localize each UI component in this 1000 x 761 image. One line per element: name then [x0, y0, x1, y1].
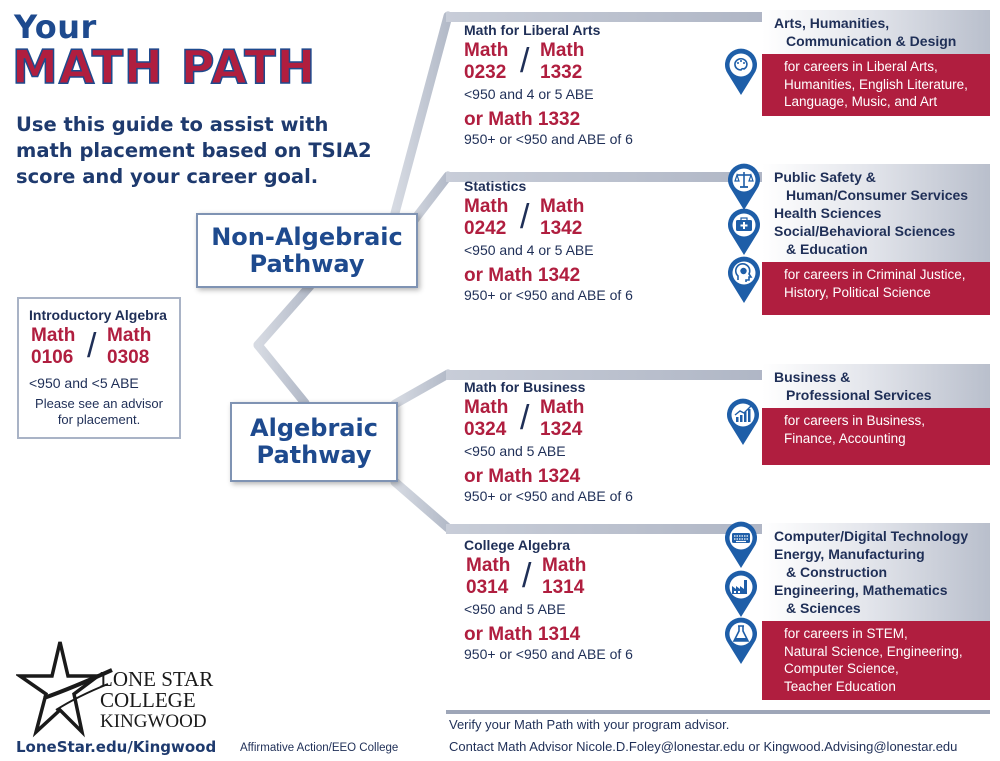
advisor-note: Please see an advisor for placement.	[35, 396, 163, 427]
career-clusters	[762, 164, 990, 262]
eeo-statement: Affirmative Action/EEO College	[240, 742, 399, 754]
course-label: Math	[542, 555, 587, 576]
course-number: 0308	[107, 347, 150, 368]
course-title: Math for Liberal Arts	[464, 22, 601, 38]
medical-kit-icon	[727, 208, 761, 256]
website-link[interactable]: LoneStar.edu/Kingwood	[16, 738, 217, 756]
slash-divider: /	[522, 557, 532, 595]
career-panel-business	[762, 364, 990, 465]
career-line: Teacher Education	[784, 678, 896, 694]
career-line: for careers in STEM,	[784, 626, 908, 641]
course-label: Math	[540, 397, 585, 418]
career-line: for careers in Liberal Arts,	[784, 59, 938, 74]
intro-text: Use this guide to assist with math placement based on TSIA2 score and your career goal.	[16, 113, 372, 188]
career-panel-public-safety	[762, 164, 990, 315]
career-examples	[762, 621, 990, 700]
course-block-liberal-arts	[464, 22, 724, 148]
cluster-line: Communication & Design	[786, 33, 957, 49]
cluster-line: Human/Consumer Services	[786, 187, 969, 203]
course-pair	[464, 196, 724, 242]
alternate-course: or Math 1332	[464, 109, 581, 130]
slash-divider: /	[520, 399, 530, 437]
career-line: Humanities, English Literature,	[784, 76, 968, 92]
course-label: Math	[31, 325, 76, 346]
non-algebraic-pathway-box	[196, 213, 418, 288]
course-label: Math	[540, 196, 585, 217]
career-line: History, Political Science	[784, 284, 931, 300]
cluster-line: Energy, Manufacturing	[774, 546, 925, 562]
cluster-line: & Education	[786, 241, 868, 257]
career-clusters	[762, 364, 990, 408]
slash-divider: /	[520, 198, 530, 236]
alternate-course: or Math 1314	[464, 624, 581, 645]
course-pair	[464, 40, 724, 86]
career-examples	[762, 262, 990, 315]
logo-text: COLLEGE	[100, 688, 196, 712]
alternate-course: or Math 1324	[464, 466, 581, 487]
cluster-line: Health Sciences	[774, 205, 882, 221]
course-pair	[29, 325, 179, 371]
course-label: Math	[464, 397, 509, 418]
course-title: College Algebra	[464, 537, 571, 553]
placement-requirement: <950 and 4 or 5 ABE	[464, 86, 594, 102]
career-clusters	[762, 523, 990, 621]
cluster-line: Engineering, Mathematics	[774, 582, 948, 598]
placement-requirement: <950 and 4 or 5 ABE	[464, 242, 594, 258]
placement-requirement: 950+ or <950 and ABE of 6	[464, 646, 633, 662]
course-number: 1342	[540, 218, 583, 239]
pathway-label: Pathway	[249, 249, 365, 278]
course-number: 0314	[466, 577, 509, 598]
career-line: for careers in Business,	[784, 413, 926, 428]
placement-requirement: 950+ or <950 and ABE of 6	[464, 287, 633, 303]
cluster-line: Social/Behavioral Sciences	[774, 223, 956, 239]
course-number: 0106	[31, 347, 74, 368]
footer-divider	[446, 710, 990, 714]
logo-text: LONE STAR	[100, 667, 214, 691]
pathway-label: Algebraic	[250, 414, 378, 442]
career-line: Natural Science, Engineering,	[784, 643, 963, 659]
brain-head-icon	[727, 256, 761, 304]
pathway-label: Pathway	[256, 441, 372, 469]
growth-chart-icon	[726, 398, 760, 446]
career-line: Computer Science,	[784, 661, 899, 676]
placement-requirement: <950 and <5 ABE	[29, 375, 139, 391]
logo-text: KINGWOOD	[100, 711, 207, 732]
alternate-course: or Math 1342	[464, 265, 581, 286]
cluster-line: Computer/Digital Technology	[774, 528, 969, 544]
placement-requirement: <950 and 5 ABE	[464, 601, 566, 617]
verify-note: Verify your Math Path with your program advisor.	[449, 717, 730, 732]
career-examples	[762, 54, 990, 116]
cluster-line: Public Safety &	[774, 169, 876, 185]
cluster-line: & Construction	[786, 564, 888, 580]
lab-flask-icon	[724, 617, 758, 665]
course-label: Math	[540, 40, 585, 61]
career-examples	[762, 408, 990, 465]
course-title: Introductory Algebra	[29, 307, 167, 323]
factory-icon	[724, 570, 758, 618]
page-title: MATH PATH	[12, 40, 317, 94]
course-pair	[464, 397, 724, 443]
pathway-label: Non-Algebraic	[211, 222, 403, 251]
course-label: Math	[464, 40, 509, 61]
course-label: Math	[466, 555, 511, 576]
cluster-line: Business &	[774, 369, 851, 385]
course-number: 0232	[464, 62, 507, 83]
course-block-college-algebra	[464, 537, 724, 663]
course-label: Math	[464, 196, 509, 217]
course-label: Math	[107, 325, 152, 346]
course-pair	[464, 555, 724, 601]
career-line: for careers in Criminal Justice,	[784, 267, 966, 282]
career-panel-arts	[762, 10, 990, 116]
course-title: Statistics	[464, 178, 527, 194]
algebraic-pathway-box	[230, 402, 398, 482]
scales-of-justice-icon	[727, 163, 761, 211]
course-number: 1314	[542, 577, 585, 598]
course-number: 1332	[540, 62, 583, 83]
cluster-line: Arts, Humanities,	[774, 15, 890, 31]
course-number: 1324	[540, 419, 583, 440]
placement-requirement: 950+ or <950 and ABE of 6	[464, 488, 633, 504]
career-line: Finance, Accounting	[784, 430, 906, 446]
career-line: Language, Music, and Art	[784, 94, 938, 109]
course-block-statistics	[464, 178, 724, 304]
title-your: Your	[14, 8, 97, 46]
course-block-business	[464, 379, 724, 505]
cluster-line: Professional Services	[786, 387, 932, 403]
art-palette-icon	[724, 48, 758, 96]
cluster-line: & Sciences	[786, 600, 861, 616]
placement-requirement: <950 and 5 ABE	[464, 443, 566, 459]
slash-divider: /	[87, 327, 97, 365]
course-title: Math for Business	[464, 379, 586, 395]
keyboard-icon	[724, 521, 758, 569]
slash-divider: /	[520, 42, 530, 80]
course-number: 0242	[464, 218, 507, 239]
course-number: 0324	[464, 419, 507, 440]
contact-info[interactable]: Contact Math Advisor Nicole.D.Foley@lonestar.edu or Kingwood.Advising@lonestar.edu	[449, 739, 958, 754]
career-panel-stem	[762, 523, 990, 700]
placement-requirement: 950+ or <950 and ABE of 6	[464, 131, 633, 147]
introductory-algebra-box	[17, 297, 181, 439]
career-clusters	[762, 10, 990, 54]
